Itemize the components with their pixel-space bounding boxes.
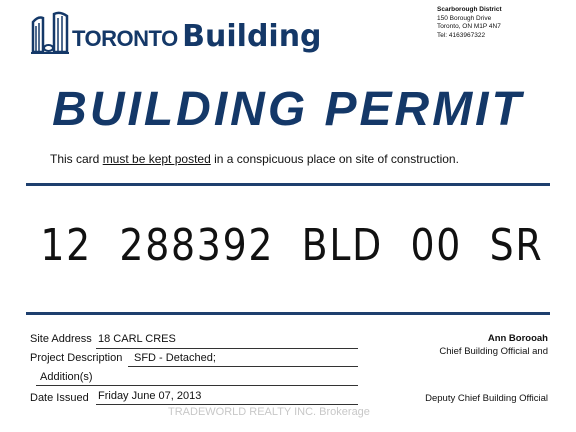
project-description-underline: [128, 366, 358, 367]
permit-number: 12 288392 BLD 00 SR: [40, 220, 544, 271]
district-address-block: [437, 6, 502, 40]
project-description-underline-2: [36, 385, 358, 386]
notice-text-underlined: must be kept posted: [102, 152, 211, 166]
city-hall-icon: [30, 10, 70, 54]
brokerage-watermark: TRADEWORLD REALTY INC. Brokerage: [168, 406, 370, 418]
district-name: Scarborough District: [437, 6, 502, 13]
official-name: Ann Borooah: [487, 333, 548, 344]
posting-notice: [50, 152, 459, 166]
site-address-value: 18 CARL CRES: [98, 333, 176, 345]
toronto-building-logo: [30, 10, 322, 56]
top-divider: [26, 183, 550, 186]
logo-word-building: Building: [182, 19, 322, 54]
project-description-value-2: Addition(s): [40, 371, 93, 383]
date-issued-value: Friday June 07, 2013: [98, 390, 202, 402]
official-deputy-title: Deputy Chief Building Official: [425, 393, 548, 404]
notice-text-after: in a conspicuous place on site of construction.: [210, 152, 459, 166]
logo-word-toronto: TORONTO: [72, 26, 178, 51]
permit-title: BUILDING PERMIT: [52, 83, 524, 136]
site-address-label: Site Address: [30, 333, 92, 345]
official-title: Chief Building Official and: [439, 346, 548, 357]
project-description-value: SFD - Detached;: [134, 352, 216, 364]
site-address-underline: [96, 348, 358, 349]
date-issued-underline: [96, 404, 358, 405]
project-description-label: Project Description: [30, 352, 123, 364]
notice-text-before: This card: [50, 152, 103, 166]
district-street: 150 Borough Drive: [437, 14, 492, 22]
district-phone: Tel: 4163967322: [437, 31, 486, 39]
bottom-divider: [26, 312, 550, 315]
date-issued-label: Date Issued: [30, 392, 89, 404]
district-city: Toronto, ON M1P 4N7: [437, 23, 501, 30]
